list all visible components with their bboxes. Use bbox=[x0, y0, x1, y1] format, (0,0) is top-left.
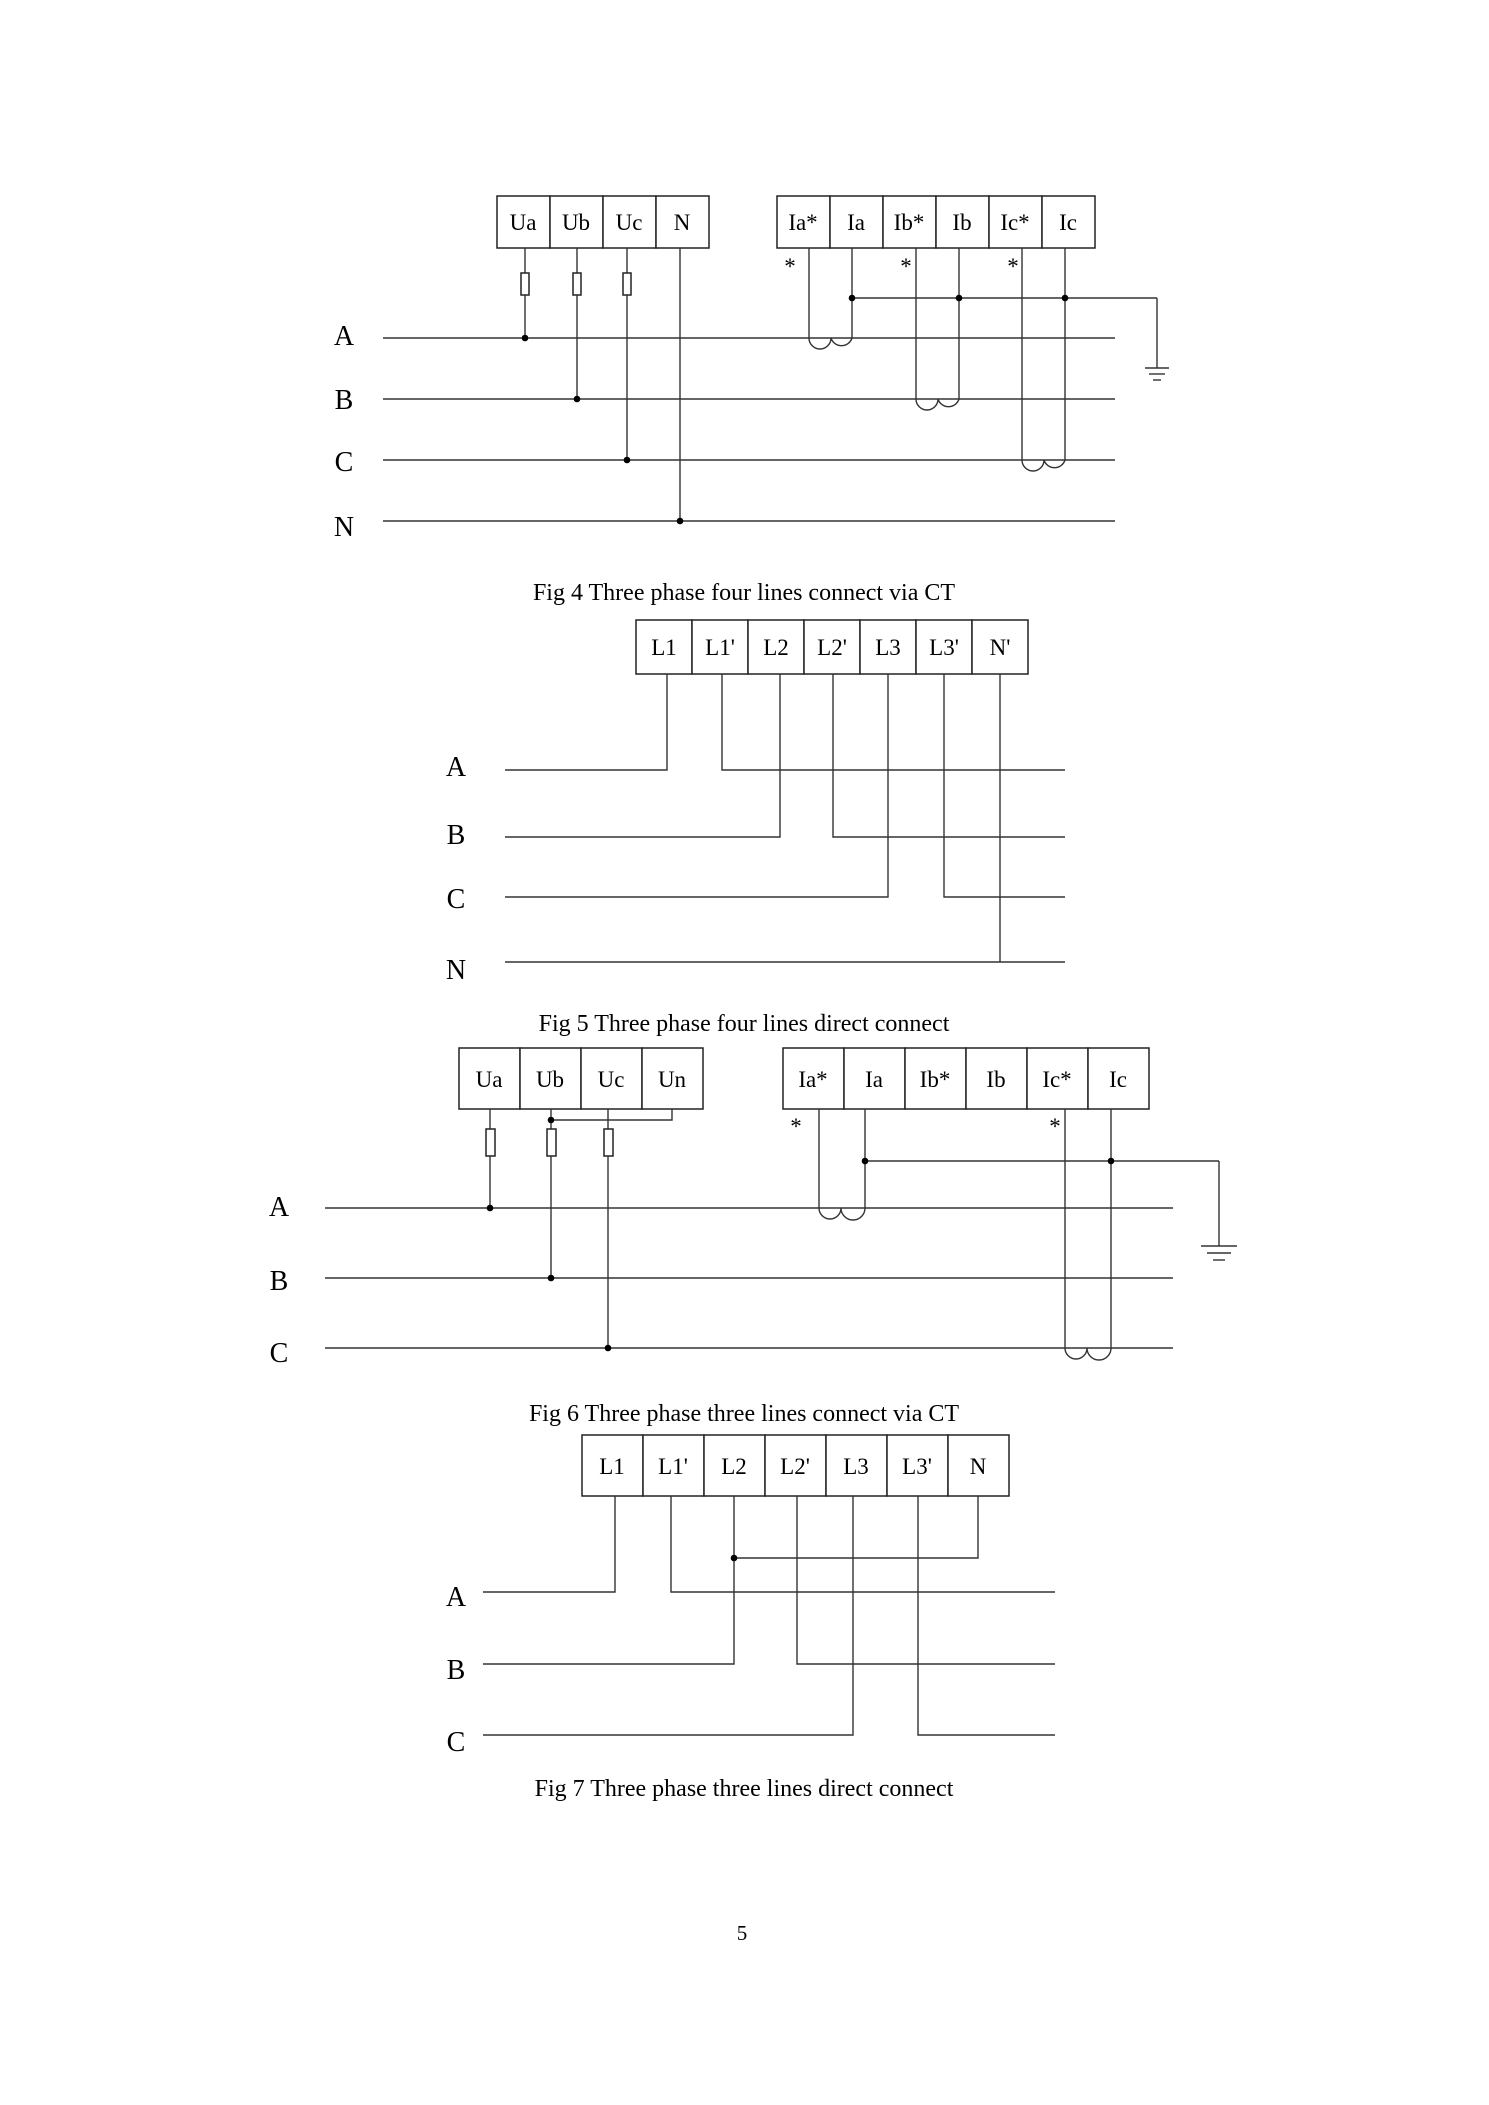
fig6-phase-label: C bbox=[269, 1338, 289, 1369]
fig5-terminal-label: N' bbox=[989, 635, 1011, 660]
fig5-terminal-label: L2' bbox=[817, 635, 847, 660]
fig7-diagram bbox=[446, 1435, 1055, 1802]
fig7-terminal-label: L1' bbox=[658, 1454, 688, 1479]
fig5-terminal-label: L2 bbox=[763, 635, 789, 660]
fig6-terminal-label: Ib bbox=[986, 1067, 1006, 1092]
fig5-diagram bbox=[446, 620, 1065, 1037]
fig4-terminal-label: Ia* bbox=[788, 210, 818, 235]
fig7-terminal-label: L3' bbox=[902, 1454, 932, 1479]
fig4-voltage-wiring bbox=[521, 248, 683, 524]
fig5-caption: Fig 5 Three phase four lines direct connect bbox=[538, 1011, 950, 1037]
fig4-terminal-label: Ua bbox=[509, 210, 537, 235]
fig4-terminal-label: Ic* bbox=[1000, 210, 1030, 235]
fuse-icon bbox=[486, 1129, 495, 1156]
fig6-terminal-label: Uc bbox=[597, 1067, 625, 1092]
page-number: 5 bbox=[736, 1921, 748, 1945]
fig4-caption: Fig 4 Three phase four lines connect via CT bbox=[532, 580, 956, 606]
fig6-phase-label: A bbox=[268, 1192, 290, 1223]
fig6-voltage-wiring bbox=[486, 1109, 672, 1351]
fig5-phase-label: C bbox=[446, 884, 466, 915]
fig4-bus-lines bbox=[383, 338, 1115, 521]
fig7-terminal-label: L1 bbox=[599, 1454, 625, 1479]
ground-icon bbox=[1201, 1246, 1237, 1260]
fig4-phase-label: C bbox=[334, 447, 354, 478]
fig4-terminal-label: Ia bbox=[847, 210, 865, 235]
fig6-terminal-label: Ib* bbox=[919, 1067, 951, 1092]
polarity-mark: * bbox=[1049, 1114, 1061, 1139]
fuse-icon bbox=[547, 1129, 556, 1156]
fig4-terminal-label: Ub bbox=[561, 210, 591, 235]
fig6-ct-wiring bbox=[790, 1109, 1237, 1360]
fig6-terminal-label: Ia* bbox=[798, 1067, 828, 1092]
fuse-icon bbox=[573, 273, 581, 295]
fig6-bus-lines bbox=[325, 1208, 1173, 1348]
fig5-phase-label: N bbox=[445, 955, 467, 986]
fig5-terminal-label: L3' bbox=[929, 635, 959, 660]
fig4-phase-label: N bbox=[333, 512, 355, 543]
fig7-phase-label: B bbox=[446, 1655, 466, 1686]
fig4-phase-label: B bbox=[334, 385, 354, 416]
fig4-terminal-label: Ib* bbox=[893, 210, 925, 235]
fig4-terminal-label: N bbox=[673, 210, 691, 235]
fig6-terminal-label: Ua bbox=[475, 1067, 503, 1092]
fig5-terminal-block bbox=[636, 620, 1028, 674]
polarity-mark: * bbox=[900, 254, 912, 279]
fig7-terminal-label: L2' bbox=[780, 1454, 810, 1479]
fig6-current-terminal-block bbox=[783, 1048, 1149, 1109]
fig7-caption: Fig 7 Three phase three lines direct connect bbox=[534, 1776, 954, 1802]
fig6-terminal-label: Ia bbox=[865, 1067, 883, 1092]
fig7-terminal-label: L3 bbox=[843, 1454, 869, 1479]
fig7-phase-label: C bbox=[446, 1727, 466, 1758]
polarity-mark: * bbox=[784, 254, 796, 279]
fig7-terminal-block bbox=[582, 1435, 1009, 1496]
fig7-wiring bbox=[483, 1496, 1055, 1735]
fig6-terminal-label: Ub bbox=[535, 1067, 565, 1092]
fig6-terminal-label: Un bbox=[657, 1067, 687, 1092]
fig4-terminal-label: Ic bbox=[1059, 210, 1077, 235]
fig6-diagram bbox=[269, 1048, 1237, 1427]
fig6-terminal-label: Ic* bbox=[1042, 1067, 1072, 1092]
fig4-terminal-label: Uc bbox=[615, 210, 643, 235]
fig5-phase-label: A bbox=[445, 752, 467, 783]
fig7-phase-label: A bbox=[445, 1582, 467, 1613]
polarity-mark: * bbox=[790, 1114, 802, 1139]
fig7-terminal-label: N bbox=[969, 1454, 987, 1479]
fuse-icon bbox=[604, 1129, 613, 1156]
fig4-voltage-terminal-block bbox=[497, 196, 709, 248]
fig4-ct-wiring bbox=[784, 248, 1169, 471]
fig5-terminal-label: L1' bbox=[705, 635, 735, 660]
fig6-voltage-terminal-block bbox=[459, 1048, 703, 1109]
fig5-terminal-label: L1 bbox=[651, 635, 677, 660]
fig6-phase-label: B bbox=[269, 1266, 289, 1297]
fig7-terminal-label: L2 bbox=[721, 1454, 747, 1479]
fig4-current-terminal-block bbox=[777, 196, 1095, 248]
fig5-terminal-label: L3 bbox=[875, 635, 901, 660]
ground-icon bbox=[1145, 368, 1169, 380]
fig6-terminal-label: Ic bbox=[1109, 1067, 1127, 1092]
fig5-wiring bbox=[505, 674, 1065, 962]
fig4-phase-label: A bbox=[333, 321, 355, 352]
fig6-caption: Fig 6 Three phase three lines connect via CT bbox=[528, 1401, 960, 1427]
fig4-diagram bbox=[334, 196, 1169, 606]
fig4-terminal-label: Ib bbox=[952, 210, 972, 235]
fuse-icon bbox=[623, 273, 631, 295]
polarity-mark: * bbox=[1007, 254, 1019, 279]
fuse-icon bbox=[521, 273, 529, 295]
fig5-phase-label: B bbox=[446, 820, 466, 851]
